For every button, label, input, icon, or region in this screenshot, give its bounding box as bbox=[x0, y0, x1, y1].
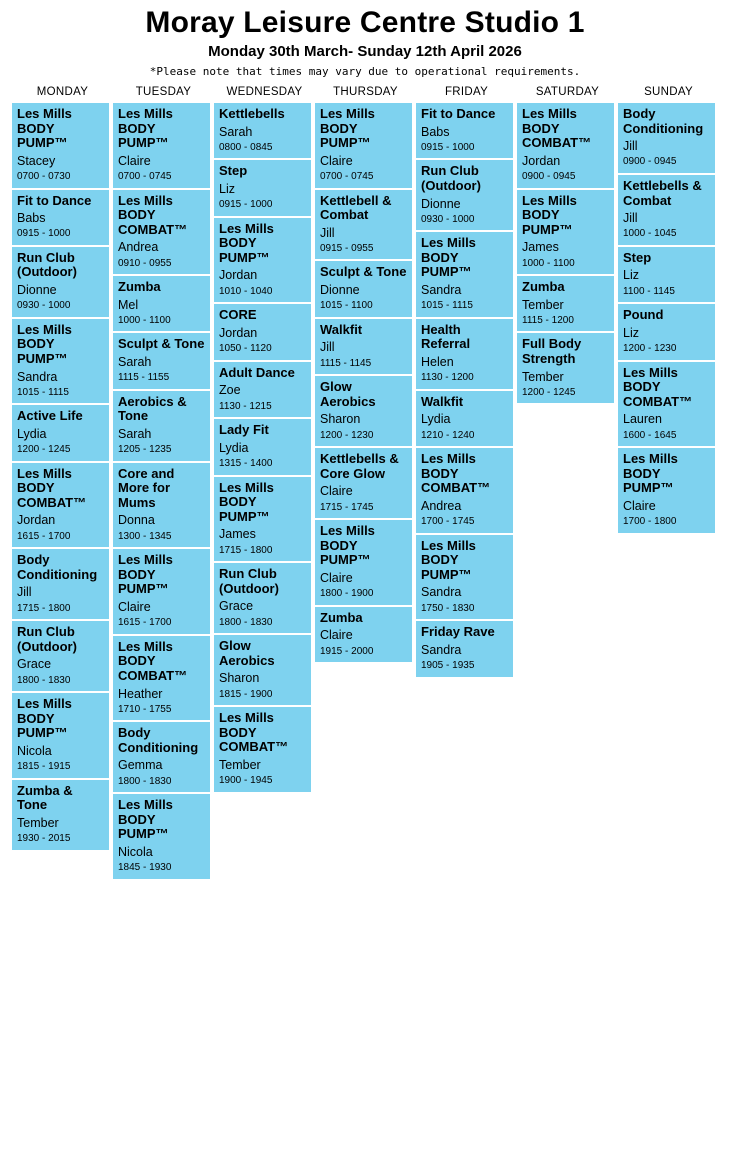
class-name: Kettlebells bbox=[219, 106, 285, 121]
class-name: Pound bbox=[623, 307, 664, 323]
class-name: Les Mills BODY PUMP™ bbox=[320, 523, 375, 568]
class-instructor: Zoe bbox=[219, 383, 241, 398]
day-column-saturday bbox=[517, 86, 618, 881]
class-name: Zumba bbox=[522, 279, 565, 295]
timetable-grid bbox=[12, 86, 718, 881]
class-instructor: Gemma bbox=[118, 758, 163, 773]
class-time: 1200 - 1245 bbox=[17, 444, 71, 456]
class-name: Body Conditioning bbox=[118, 725, 199, 755]
class-time: 0700 - 0745 bbox=[118, 171, 172, 183]
class-time: 1205 - 1235 bbox=[118, 444, 172, 456]
class-slot[interactable] bbox=[113, 722, 210, 792]
class-name: Les Mills BODY PUMP™ bbox=[522, 192, 577, 237]
class-slot[interactable] bbox=[214, 563, 311, 633]
class-instructor: Claire bbox=[320, 570, 353, 585]
class-instructor: Babs bbox=[17, 211, 46, 226]
class-name: Walkfit bbox=[320, 321, 363, 337]
disclaimer-note: *Please note that times may vary due to operational requirements. bbox=[149, 65, 581, 78]
class-time: 1715 - 1800 bbox=[219, 544, 273, 556]
class-instructor: Sandra bbox=[421, 642, 462, 657]
class-name: Run Club (Outdoor) bbox=[219, 566, 279, 596]
class-slot[interactable] bbox=[315, 190, 412, 260]
class-slot[interactable] bbox=[416, 448, 513, 533]
class-slot[interactable] bbox=[315, 376, 412, 446]
class-name: Walkfit bbox=[421, 393, 464, 409]
class-name: Sculpt & Tone bbox=[320, 264, 407, 280]
class-name: Les Mills BODY PUMP™ bbox=[421, 537, 476, 582]
class-instructor: Dionne bbox=[17, 283, 57, 298]
class-slot[interactable] bbox=[618, 362, 715, 447]
class-time: 1115 - 1200 bbox=[522, 314, 574, 326]
class-instructor: Liz bbox=[219, 181, 235, 196]
class-time: 1815 - 1915 bbox=[17, 761, 71, 773]
class-instructor: Andrea bbox=[118, 240, 159, 255]
class-slot[interactable] bbox=[315, 319, 412, 374]
class-time: 1115 - 1145 bbox=[320, 357, 372, 369]
class-slot[interactable] bbox=[113, 103, 210, 188]
class-name: CORE bbox=[219, 307, 257, 323]
class-slot[interactable] bbox=[315, 103, 412, 188]
class-name: Les Mills BODY PUMP™ bbox=[17, 321, 72, 366]
class-time: 0915 - 0955 bbox=[320, 242, 374, 254]
class-name: Kettlebell & Combat bbox=[320, 192, 392, 223]
class-slot[interactable] bbox=[113, 276, 210, 331]
class-name: Run Club (Outdoor) bbox=[17, 624, 77, 654]
class-instructor: Lauren bbox=[623, 412, 662, 427]
class-time: 1100 - 1145 bbox=[623, 285, 675, 297]
class-instructor: Claire bbox=[118, 600, 151, 614]
class-slot[interactable] bbox=[416, 232, 513, 317]
day-header: MONDAY bbox=[36, 86, 89, 98]
class-slot[interactable] bbox=[517, 103, 614, 188]
class-slot[interactable] bbox=[416, 535, 513, 620]
class-time: 0930 - 1000 bbox=[421, 213, 475, 225]
class-time: 1815 - 1900 bbox=[219, 688, 273, 700]
class-name: Les Mills BODY COMBAT™ bbox=[118, 192, 188, 237]
class-name: Health Referral bbox=[421, 321, 471, 352]
class-slot[interactable] bbox=[12, 693, 109, 778]
class-time: 1200 - 1230 bbox=[320, 429, 374, 441]
class-time: 1015 - 1115 bbox=[421, 300, 473, 312]
class-name: Les Mills BODY COMBAT™ bbox=[118, 638, 188, 683]
class-name: Zumba bbox=[118, 279, 161, 295]
day-column-wednesday bbox=[214, 86, 315, 881]
class-slot[interactable] bbox=[214, 362, 311, 417]
class-time: 1050 - 1120 bbox=[219, 343, 272, 355]
class-instructor: Sharon bbox=[320, 412, 361, 427]
class-instructor: Claire bbox=[320, 153, 353, 168]
class-instructor: Sandra bbox=[421, 283, 462, 298]
class-slot[interactable] bbox=[12, 319, 109, 404]
class-name: Les Mills BODY PUMP™ bbox=[118, 106, 173, 151]
day-column-monday bbox=[12, 86, 113, 881]
class-slot[interactable] bbox=[315, 261, 412, 316]
class-name: Les Mills BODY PUMP™ bbox=[320, 106, 375, 151]
class-instructor: Sarah bbox=[118, 426, 152, 441]
class-name: Les Mills BODY PUMP™ bbox=[118, 552, 173, 597]
class-slot[interactable] bbox=[416, 319, 513, 389]
class-slot[interactable] bbox=[12, 780, 109, 850]
class-time: 0800 - 0845 bbox=[219, 141, 273, 153]
class-time: 1200 - 1230 bbox=[623, 343, 677, 355]
class-instructor: Claire bbox=[118, 153, 151, 168]
class-slot[interactable] bbox=[214, 707, 311, 792]
class-slot[interactable] bbox=[618, 103, 715, 173]
class-instructor: Claire bbox=[623, 498, 656, 513]
class-slot[interactable] bbox=[517, 276, 614, 331]
class-name: Core and More for Mums bbox=[118, 465, 175, 510]
class-time: 1010 - 1040 bbox=[219, 285, 273, 297]
class-slot[interactable] bbox=[214, 635, 311, 705]
class-name: Active Life bbox=[17, 408, 83, 424]
class-name: Aerobics & Tone bbox=[118, 393, 187, 424]
class-instructor: Mel bbox=[118, 297, 139, 312]
class-time: 0910 - 0955 bbox=[118, 257, 172, 269]
class-instructor: Tember bbox=[522, 369, 564, 384]
class-instructor: Sarah bbox=[219, 124, 253, 139]
class-name: Lady Fit bbox=[219, 422, 269, 438]
class-time: 1715 - 1745 bbox=[320, 501, 374, 513]
class-time: 0930 - 1000 bbox=[17, 300, 71, 312]
class-name: Les Mills BODY PUMP™ bbox=[118, 797, 173, 842]
class-time: 1845 - 1930 bbox=[118, 862, 172, 874]
class-slot[interactable] bbox=[12, 549, 109, 619]
class-instructor: Jill bbox=[623, 211, 638, 226]
class-slot[interactable] bbox=[618, 175, 715, 245]
class-time: 1800 - 1900 bbox=[320, 588, 374, 600]
class-slot[interactable] bbox=[315, 448, 412, 518]
class-time: 1700 - 1800 bbox=[623, 516, 677, 528]
day-header: THURSDAY bbox=[333, 86, 398, 98]
class-instructor: Lydia bbox=[219, 440, 249, 455]
class-name: Kettlebells & Core Glow bbox=[320, 451, 399, 481]
class-name: Kettlebells & Combat bbox=[623, 177, 702, 208]
class-instructor: Helen bbox=[421, 355, 454, 369]
class-time: 1130 - 1200 bbox=[421, 372, 474, 384]
day-column-friday bbox=[416, 86, 517, 881]
class-instructor: Dionne bbox=[320, 283, 360, 298]
class-name: Run Club (Outdoor) bbox=[17, 249, 77, 280]
class-name: Les Mills BODY PUMP™ bbox=[421, 235, 476, 280]
class-time: 1000 - 1045 bbox=[623, 228, 677, 240]
class-slot[interactable] bbox=[113, 794, 210, 879]
class-time: 1210 - 1240 bbox=[421, 429, 475, 441]
class-slot[interactable] bbox=[416, 391, 513, 446]
class-name: Full Body Strength bbox=[522, 336, 582, 366]
class-name: Les Mills BODY PUMP™ bbox=[17, 106, 72, 151]
class-slot[interactable] bbox=[12, 247, 109, 317]
class-instructor: James bbox=[219, 527, 256, 542]
class-time: 1000 - 1100 bbox=[118, 314, 171, 326]
class-name: Friday Rave bbox=[421, 624, 495, 640]
class-instructor: Nicola bbox=[118, 845, 153, 859]
class-name: Les Mills BODY COMBAT™ bbox=[219, 710, 289, 755]
class-slot[interactable] bbox=[214, 160, 311, 215]
class-slot[interactable] bbox=[113, 636, 210, 721]
class-name: Step bbox=[623, 249, 652, 265]
class-slot[interactable] bbox=[214, 304, 311, 359]
class-time: 1115 - 1155 bbox=[118, 372, 170, 384]
class-instructor: Jill bbox=[623, 139, 638, 154]
class-time: 1900 - 1945 bbox=[219, 775, 273, 787]
page-header bbox=[0, 0, 730, 78]
class-instructor: Liz bbox=[623, 268, 639, 283]
class-time: 0900 - 0945 bbox=[623, 156, 677, 168]
class-time: 1905 - 1935 bbox=[421, 660, 475, 672]
class-name: Adult Dance bbox=[219, 364, 295, 380]
class-name: Fit to Dance bbox=[421, 106, 496, 121]
day-column-thursday bbox=[315, 86, 416, 881]
class-instructor: Tember bbox=[17, 815, 59, 830]
class-name: Les Mills BODY PUMP™ bbox=[219, 479, 274, 524]
class-time: 0915 - 1000 bbox=[421, 141, 475, 153]
class-slot[interactable] bbox=[416, 621, 513, 676]
class-time: 0915 - 1000 bbox=[17, 228, 71, 240]
class-slot[interactable] bbox=[12, 463, 109, 548]
class-instructor: Sandra bbox=[421, 585, 462, 600]
class-time: 1000 - 1100 bbox=[522, 257, 575, 269]
class-instructor: Dionne bbox=[421, 196, 461, 211]
class-instructor: Jordan bbox=[219, 268, 258, 283]
class-slot[interactable] bbox=[113, 333, 210, 388]
class-time: 1015 - 1100 bbox=[320, 300, 373, 312]
class-instructor: Lydia bbox=[17, 426, 47, 441]
class-name: Les Mills BODY COMBAT™ bbox=[17, 465, 87, 510]
day-header: WEDNESDAY bbox=[226, 86, 303, 98]
class-time: 0900 - 0945 bbox=[522, 171, 576, 183]
class-slot[interactable] bbox=[113, 190, 210, 275]
class-slot[interactable] bbox=[113, 549, 210, 634]
class-instructor: Jill bbox=[320, 225, 335, 240]
class-time: 1710 - 1755 bbox=[118, 703, 172, 715]
class-slot[interactable] bbox=[113, 463, 210, 548]
class-instructor: Nicola bbox=[17, 743, 52, 758]
class-instructor: Donna bbox=[118, 513, 155, 528]
class-slot[interactable] bbox=[517, 333, 614, 403]
class-time: 1130 - 1215 bbox=[219, 400, 272, 412]
class-name: Step bbox=[219, 163, 248, 179]
class-name: Run Club (Outdoor) bbox=[421, 163, 481, 193]
class-slot[interactable] bbox=[214, 103, 311, 158]
class-name: Les Mills BODY COMBAT™ bbox=[623, 364, 693, 409]
class-instructor: Babs bbox=[421, 124, 450, 139]
class-time: 0700 - 0745 bbox=[320, 171, 374, 183]
class-slot[interactable] bbox=[214, 477, 311, 562]
class-slot[interactable] bbox=[113, 391, 210, 461]
class-instructor: Andrea bbox=[421, 498, 462, 513]
class-time: 0915 - 1000 bbox=[219, 199, 273, 211]
class-name: Zumba & Tone bbox=[17, 782, 73, 813]
class-slot[interactable] bbox=[12, 621, 109, 691]
day-header: FRIDAY bbox=[444, 86, 489, 98]
class-slot[interactable] bbox=[214, 419, 311, 474]
class-name: Body Conditioning bbox=[623, 106, 704, 136]
class-time: 1715 - 1800 bbox=[17, 602, 71, 614]
class-instructor: Heather bbox=[118, 686, 163, 701]
class-instructor: Grace bbox=[17, 657, 52, 672]
class-instructor: Sharon bbox=[219, 671, 260, 686]
class-name: Body Conditioning bbox=[17, 552, 98, 582]
class-instructor: Lydia bbox=[421, 412, 451, 427]
class-instructor: Jordan bbox=[219, 325, 258, 340]
class-slot[interactable] bbox=[12, 190, 109, 245]
class-time: 1930 - 2015 bbox=[17, 833, 71, 845]
class-slot[interactable] bbox=[618, 304, 715, 359]
class-name: Glow Aerobics bbox=[219, 638, 275, 668]
class-name: Les Mills BODY PUMP™ bbox=[219, 220, 274, 265]
class-name: Glow Aerobics bbox=[320, 379, 376, 409]
class-time: 1615 - 1700 bbox=[17, 530, 71, 542]
day-header: SATURDAY bbox=[535, 86, 600, 98]
class-time: 1615 - 1700 bbox=[118, 617, 172, 629]
class-slot[interactable] bbox=[618, 247, 715, 302]
class-instructor: Tember bbox=[219, 757, 261, 772]
class-time: 1200 - 1245 bbox=[522, 386, 576, 398]
day-column-sunday bbox=[618, 86, 719, 881]
class-time: 1800 - 1830 bbox=[219, 616, 273, 628]
class-instructor: Jill bbox=[320, 340, 335, 355]
class-name: Les Mills BODY PUMP™ bbox=[623, 451, 678, 496]
class-name: Sculpt & Tone bbox=[118, 336, 205, 352]
class-slot[interactable] bbox=[315, 520, 412, 605]
class-instructor: Grace bbox=[219, 599, 254, 614]
date-range: Monday 30th March- Sunday 12th April 2026 bbox=[208, 43, 522, 60]
class-name: Fit to Dance bbox=[17, 192, 92, 208]
day-header: TUESDAY bbox=[135, 86, 192, 98]
class-time: 1915 - 2000 bbox=[320, 645, 374, 657]
class-time: 0700 - 0730 bbox=[17, 171, 71, 183]
class-instructor: Jill bbox=[17, 585, 32, 600]
page-title: Moray Leisure Centre Studio 1 bbox=[145, 6, 585, 39]
class-instructor: Jordan bbox=[17, 513, 56, 528]
class-instructor: Stacey bbox=[17, 153, 56, 168]
class-time: 1315 - 1400 bbox=[219, 458, 273, 470]
class-instructor: Tember bbox=[522, 297, 564, 312]
class-instructor: James bbox=[522, 240, 559, 255]
class-slot[interactable] bbox=[214, 218, 311, 303]
class-instructor: Sarah bbox=[118, 355, 152, 369]
class-instructor: Claire bbox=[320, 628, 353, 643]
class-slot[interactable] bbox=[315, 607, 412, 662]
class-slot[interactable] bbox=[12, 405, 109, 460]
class-time: 1800 - 1830 bbox=[17, 674, 71, 686]
class-time: 1800 - 1830 bbox=[118, 775, 172, 787]
class-slot[interactable] bbox=[12, 103, 109, 188]
class-time: 1300 - 1345 bbox=[118, 530, 172, 542]
day-column-tuesday bbox=[113, 86, 214, 881]
class-slot[interactable] bbox=[416, 103, 513, 158]
class-slot[interactable] bbox=[517, 190, 614, 275]
class-instructor: Sandra bbox=[17, 369, 58, 384]
class-name: Zumba bbox=[320, 609, 363, 625]
class-time: 1700 - 1745 bbox=[421, 516, 475, 528]
class-time: 1750 - 1830 bbox=[421, 602, 475, 614]
class-time: 1600 - 1645 bbox=[623, 429, 677, 441]
class-instructor: Claire bbox=[320, 484, 353, 499]
class-slot[interactable] bbox=[416, 160, 513, 230]
class-time: 1015 - 1115 bbox=[17, 386, 69, 398]
class-instructor: Liz bbox=[623, 325, 639, 340]
class-name: Les Mills BODY COMBAT™ bbox=[421, 451, 491, 496]
class-name: Les Mills BODY COMBAT™ bbox=[522, 106, 592, 151]
day-header: SUNDAY bbox=[644, 86, 693, 98]
class-name: Les Mills BODY PUMP™ bbox=[17, 696, 72, 741]
class-slot[interactable] bbox=[618, 448, 715, 533]
class-instructor: Jordan bbox=[522, 153, 561, 168]
